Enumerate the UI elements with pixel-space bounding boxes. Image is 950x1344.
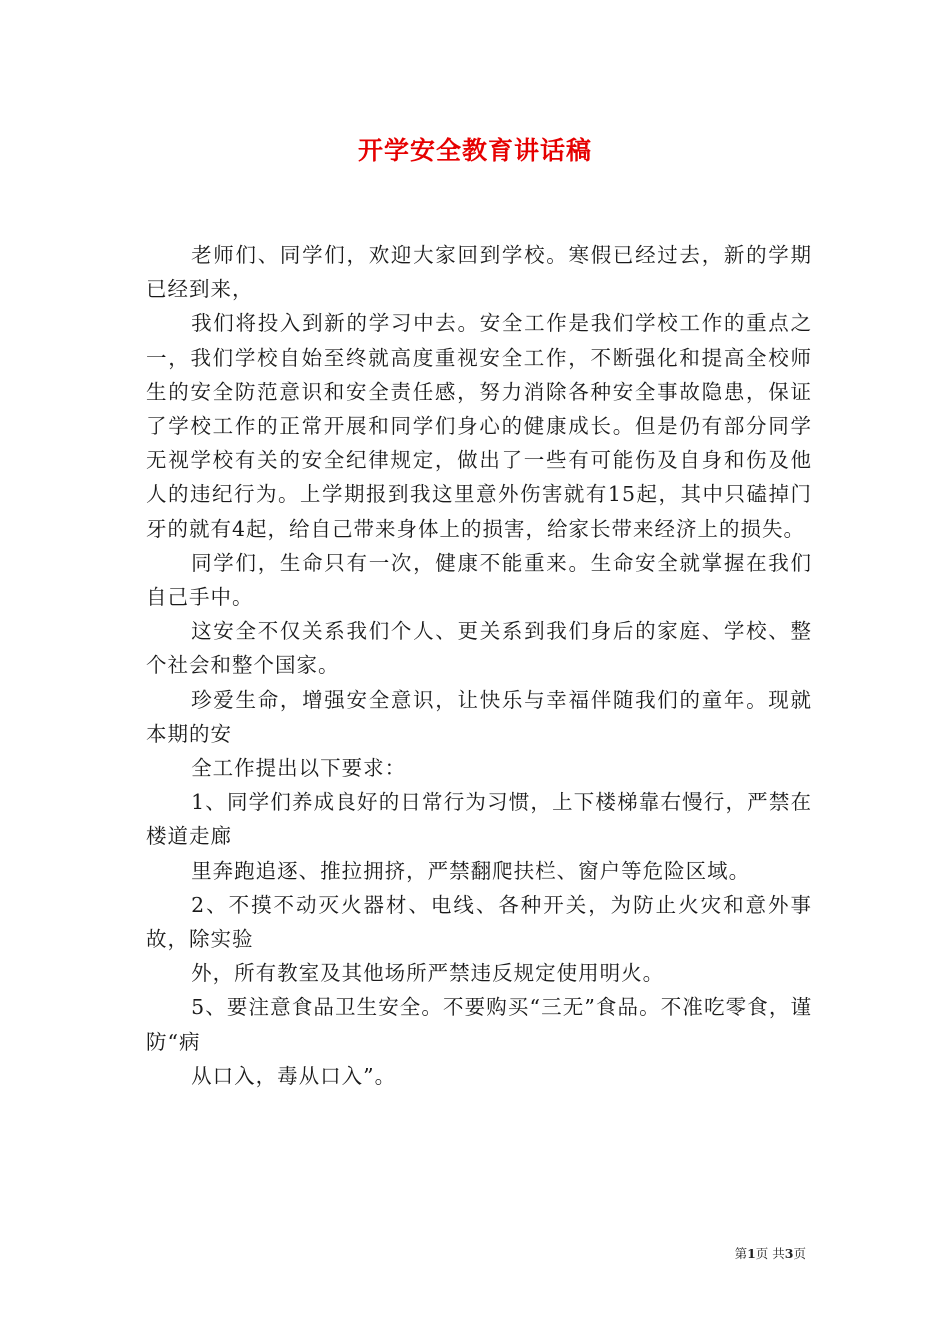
document-body [146, 238, 812, 1093]
paragraph: 同学们，生命只有一次，健康不能重来。生命安全就掌握在我们自己手中。 [146, 550, 812, 610]
footer-suffix: 页 [793, 1246, 806, 1261]
paragraph: 外，所有教室及其他场所严禁违反规定使用明火。 [191, 961, 665, 986]
document-title: 开学安全教育讲话稿 [357, 136, 592, 165]
paragraph: 这安全不仅关系我们个人、更关系到我们身后的家庭、学校、整个社会和整个国家。 [146, 619, 812, 678]
paragraph: 从口入，毒从口入”。 [191, 1063, 397, 1088]
paragraph: 5、要注意食品卫生安全。不要购买“三无”食品。不准吃零食，谨防“病 [146, 995, 812, 1054]
paragraph: 我们将投入到新的学习中去。安全工作是我们学校工作的重点之一，我们学校自始至终就高度重视安全工作，不断强化和提高全校师生的安全防范意识和安全责任感，努力消除各种安全事故隐患，保证了学校工作的正常开展和同学们身心的健康成长。但是仍有部分同学无视学校有关的安全纪律规定，做出了一些有可能伤及自身和伤及他人的违纪行为。上学期报到我这里意外伤害就有15起，其中只磕掉门牙的就有4起，给自己带来身体上的损害，给家长带来经济上的损失。 [146, 311, 812, 541]
footer-prefix: 第 [734, 1246, 748, 1261]
paragraph: 1、同学们养成良好的日常行为习惯，上下楼梯靠右慢行，严禁在楼道走廊 [146, 790, 812, 849]
page-number-footer [735, 1246, 806, 1262]
footer-mid: 页 共 [755, 1246, 785, 1261]
paragraph: 珍爱生命，增强安全意识，让快乐与幸福伴随我们的童年。现就本期的安 [146, 687, 812, 746]
total-page-count: 3 [784, 1246, 794, 1261]
paragraph: 老师们、同学们，欢迎大家回到学校。寒假已经过去，新的学期已经到来， [146, 243, 812, 302]
paragraph: 全工作提出以下要求： [191, 756, 407, 781]
paragraph: 里奔跑追逐、推拉拥挤，严禁翻爬扶栏、窗户等危险区域。 [191, 858, 751, 883]
paragraph: 2、不摸不动灭火器材、电线、各种开关，为防止火灾和意外事故，除实验 [146, 892, 812, 952]
current-page-number: 1 [747, 1246, 756, 1261]
